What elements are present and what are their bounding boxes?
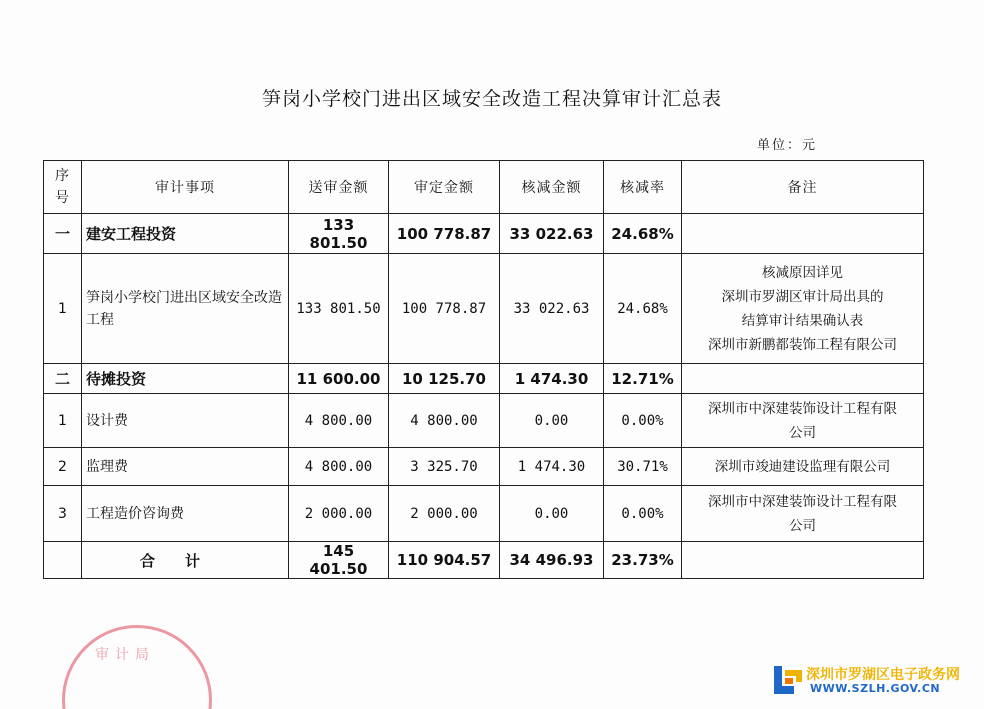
row-rate: 30.71%	[604, 448, 682, 486]
row-rate: 24.68%	[604, 214, 682, 254]
row-note: 深圳市中深建装饰设计工程有限 公司	[682, 394, 924, 448]
header-reduced: 核减金额	[500, 161, 604, 214]
row-item: 笋岗小学校门进出区域安全改造工程	[82, 254, 289, 364]
header-note: 备注	[682, 161, 924, 214]
total-approved: 110 904.57	[389, 542, 500, 579]
official-seal-stamp	[62, 625, 212, 709]
header-submitted: 送审金额	[289, 161, 389, 214]
row-seq: 3	[44, 486, 82, 542]
row-submitted: 133 801.50	[289, 214, 389, 254]
site-logo-icon	[770, 662, 806, 698]
row-seq: 一	[44, 214, 82, 254]
table-row	[44, 448, 924, 486]
row-approved: 100 778.87	[389, 254, 500, 364]
row-item: 设计费	[82, 394, 289, 448]
header-approved: 审定金额	[389, 161, 500, 214]
row-item: 工程造价咨询费	[82, 486, 289, 542]
row-seq: 1	[44, 394, 82, 448]
row-reduced: 1 474.30	[500, 364, 604, 394]
table-row	[44, 254, 924, 364]
header-rate: 核减率	[604, 161, 682, 214]
row-rate: 12.71%	[604, 364, 682, 394]
row-item: 监理费	[82, 448, 289, 486]
row-approved: 10 125.70	[389, 364, 500, 394]
row-note	[682, 542, 924, 579]
row-note: 深圳市中深建装饰设计工程有限 公司	[682, 486, 924, 542]
row-rate: 0.00%	[604, 486, 682, 542]
table-row	[44, 364, 924, 394]
row-seq	[44, 542, 82, 579]
row-seq: 2	[44, 448, 82, 486]
row-note: 深圳市竣迪建设监理有限公司	[682, 448, 924, 486]
audit-summary-table	[43, 160, 924, 579]
row-rate: 0.00%	[604, 394, 682, 448]
row-reduced: 33 022.63	[500, 254, 604, 364]
row-item: 建安工程投资	[82, 214, 289, 254]
row-submitted: 133 801.50	[289, 254, 389, 364]
row-item: 待摊投资	[82, 364, 289, 394]
total-rate: 23.73%	[604, 542, 682, 579]
site-watermark	[770, 662, 970, 702]
row-submitted: 2 000.00	[289, 486, 389, 542]
header-item: 审计事项	[82, 161, 289, 214]
row-note: 核减原因详见 深圳市罗湖区审计局出具的 结算审计结果确认表 深圳市新鹏都装饰工程有限公司	[682, 254, 924, 364]
table-header-row	[44, 161, 924, 214]
row-reduced: 1 474.30	[500, 448, 604, 486]
row-approved: 3 325.70	[389, 448, 500, 486]
row-reduced: 0.00	[500, 486, 604, 542]
row-reduced: 0.00	[500, 394, 604, 448]
total-label: 合计	[82, 542, 289, 579]
watermark-url: WWW.SZLH.GOV.CN	[810, 682, 941, 695]
header-seq: 序 号	[44, 161, 82, 214]
table-row	[44, 394, 924, 448]
row-seq: 二	[44, 364, 82, 394]
document-title: 笋岗小学校门进出区域安全改造工程决算审计汇总表	[261, 88, 722, 110]
table-row	[44, 486, 924, 542]
total-reduced: 34 496.93	[500, 542, 604, 579]
stamp-text: 审计局	[95, 647, 155, 663]
row-note	[682, 214, 924, 254]
row-approved: 2 000.00	[389, 486, 500, 542]
row-seq: 1	[44, 254, 82, 364]
total-row	[44, 542, 924, 579]
row-reduced: 33 022.63	[500, 214, 604, 254]
row-approved: 4 800.00	[389, 394, 500, 448]
watermark-title: 深圳市罗湖区电子政务网	[806, 667, 960, 683]
unit-label: 单位：元	[757, 138, 818, 153]
row-submitted: 4 800.00	[289, 448, 389, 486]
row-submitted: 11 600.00	[289, 364, 389, 394]
row-rate: 24.68%	[604, 254, 682, 364]
table-row	[44, 214, 924, 254]
total-submitted: 145 401.50	[289, 542, 389, 579]
row-note	[682, 364, 924, 394]
row-approved: 100 778.87	[389, 214, 500, 254]
row-submitted: 4 800.00	[289, 394, 389, 448]
